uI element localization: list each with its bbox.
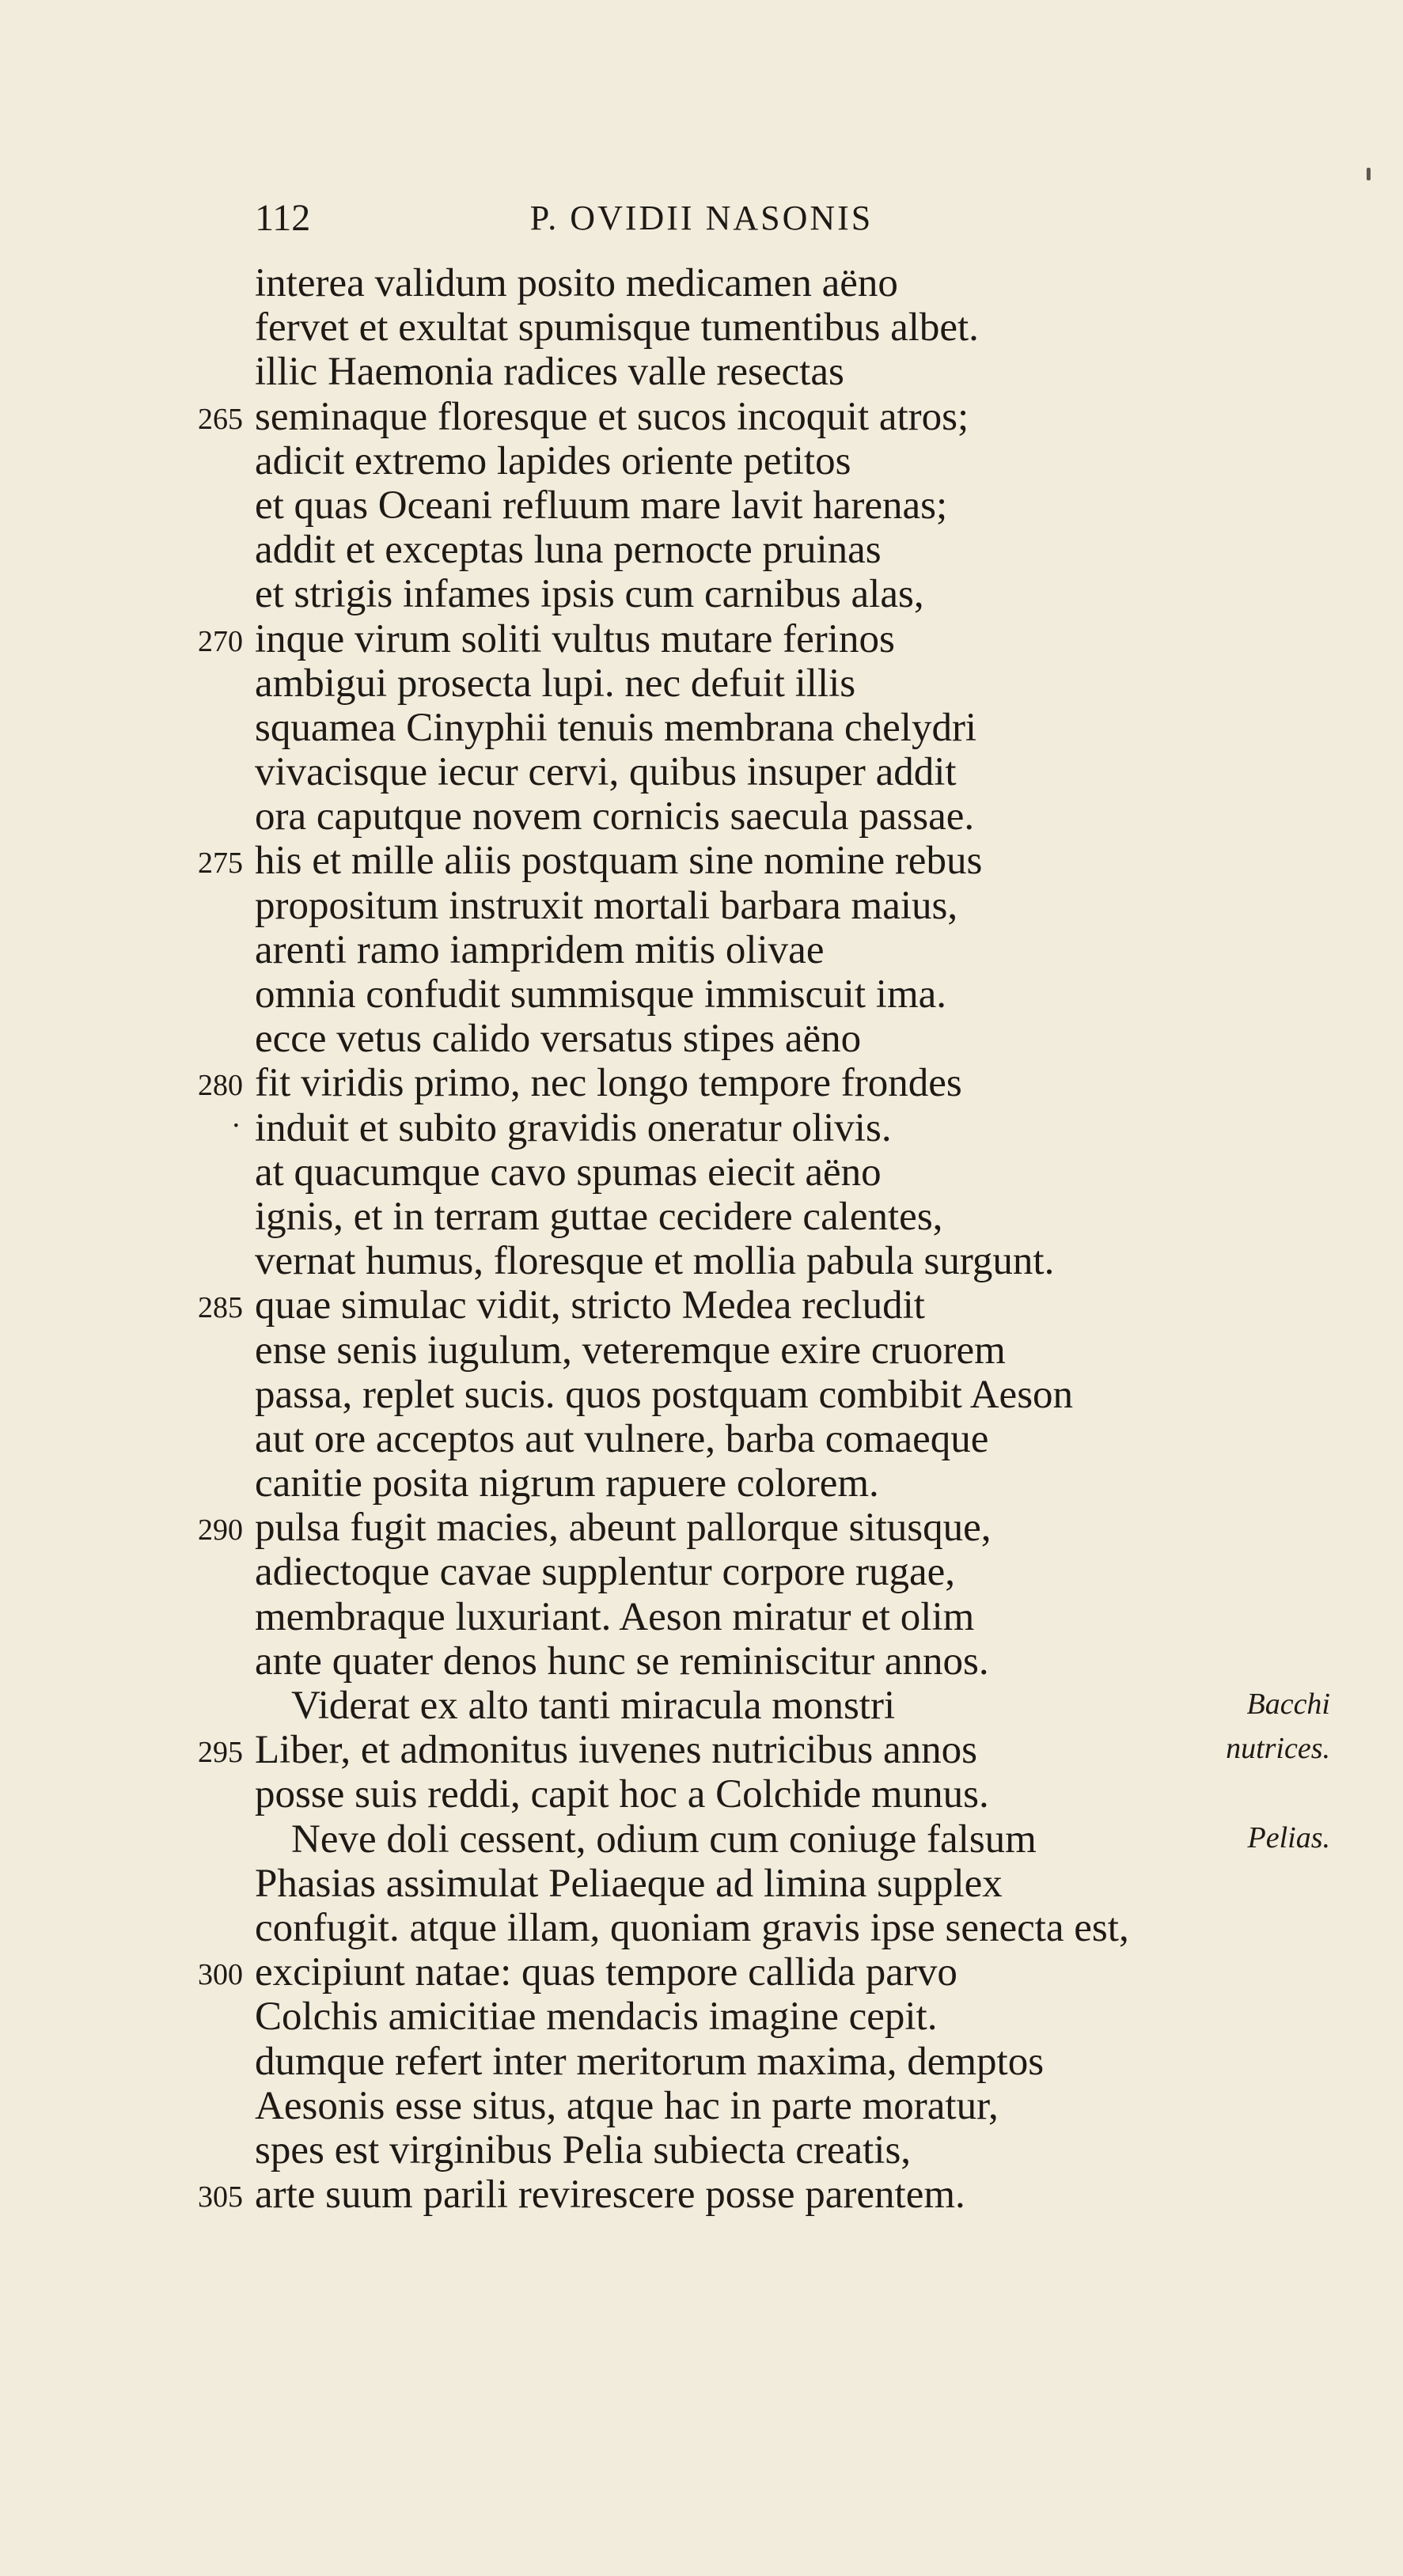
verse-text: ignis, et in terram guttae cecidere calentes, xyxy=(255,1194,943,1239)
verse-block xyxy=(0,261,1403,2217)
verse-text: et quas Oceani refluum mare lavit harenas; xyxy=(255,483,948,528)
verse-text: induit et subito gravidis oneratur olivis. xyxy=(255,1105,892,1150)
verse-line xyxy=(0,839,1403,883)
verse-line xyxy=(0,706,1403,750)
verse-line xyxy=(0,2084,1403,2128)
verse-line xyxy=(0,1728,1403,1772)
verse-line xyxy=(0,439,1403,483)
verse-text: pulsa fugit macies, abeunt pallorque situsque, xyxy=(255,1506,992,1551)
verse-text: omnia confudit summisque immiscuit ima. xyxy=(255,972,946,1017)
line-number: 290 xyxy=(198,1513,243,1547)
page-number: 112 xyxy=(255,197,311,239)
verse-line xyxy=(0,1283,1403,1328)
verse-text: illic Haemonia radices valle resectas xyxy=(255,350,844,395)
line-number: 280 xyxy=(198,1069,243,1103)
verse-text: propositum instruxit mortali barbara maius, xyxy=(255,883,958,928)
verse-text: vivacisque iecur cervi, quibus insuper addit xyxy=(255,750,957,795)
line-number: 300 xyxy=(198,1958,243,1992)
verse-text: Neve doli cessent, odium cum coniuge falsum xyxy=(291,1816,1037,1862)
verse-text: interea validum posito medicamen aëno xyxy=(255,261,898,305)
verse-line xyxy=(0,1417,1403,1461)
verse-text: quae simulac vidit, stricto Medea recludit xyxy=(255,1283,925,1328)
verse-line xyxy=(0,1639,1403,1684)
verse-text: spes est virginibus Pelia subiecta creatis, xyxy=(255,2127,912,2173)
verse-line xyxy=(0,1017,1403,1061)
verse-line xyxy=(0,350,1403,394)
verse-text: his et mille aliis postquam sine nomine rebus xyxy=(255,839,983,884)
marginal-note: Bacchi xyxy=(1246,1688,1330,1721)
verse-text: Aesonis esse situs, atque hac in parte moratur, xyxy=(255,2083,999,2128)
line-number: 270 xyxy=(198,624,243,658)
verse-text: adiectoque cavae supplentur corpore rugae, xyxy=(255,1550,955,1595)
verse-line xyxy=(0,1817,1403,1862)
marginal-note: nutrices. xyxy=(1226,1732,1330,1766)
verse-line xyxy=(0,305,1403,350)
verse-line xyxy=(0,884,1403,928)
verse-line xyxy=(0,661,1403,706)
verse-line xyxy=(0,1239,1403,1283)
verse-text: Phasias assimulat Peliaeque ad limina supplex xyxy=(255,1861,1003,1906)
verse-text: at quacumque cavo spumas eiecit aëno xyxy=(255,1150,882,1195)
verse-text: passa, replet sucis. quos postquam combibit Aeson xyxy=(255,1372,1074,1417)
line-number: 275 xyxy=(198,847,243,881)
verse-line xyxy=(0,1950,1403,1995)
verse-line xyxy=(0,1373,1403,1417)
running-title: P. OVIDII NASONIS xyxy=(529,199,874,237)
scan-speck xyxy=(1367,168,1371,180)
marginal-note: Pelias. xyxy=(1247,1820,1330,1854)
verse-text: fervet et exultat spumisque tumentibus albet. xyxy=(255,305,979,350)
verse-text: vernat humus, floresque et mollia pabula surgunt. xyxy=(255,1239,1055,1284)
verse-line xyxy=(0,1862,1403,1906)
verse-line xyxy=(0,1772,1403,1816)
verse-line xyxy=(0,2173,1403,2217)
verse-text: canitie posita nigrum rapuere colorem. xyxy=(255,1461,879,1506)
verse-line xyxy=(0,395,1403,439)
line-number: 285 xyxy=(198,1291,243,1325)
verse-text: posse suis reddi, capit hoc a Colchide munus. xyxy=(255,1772,989,1817)
verse-line xyxy=(0,794,1403,839)
verse-line xyxy=(0,1595,1403,1639)
verse-line xyxy=(0,2040,1403,2084)
verse-text: inque virum soliti vultus mutare ferinos xyxy=(255,616,895,661)
verse-text: seminaque floresque et sucos incoquit atros; xyxy=(255,394,969,439)
verse-text: excipiunt natae: quas tempore callida parvo xyxy=(255,1950,957,1995)
verse-text: arenti ramo iampridem mitis olivae xyxy=(255,927,825,972)
verse-line xyxy=(0,750,1403,794)
verse-text: confugit. atque illam, quoniam gravis ipse senecta est, xyxy=(255,1905,1129,1950)
verse-text: ambigui prosecta lupi. nec defuit illis xyxy=(255,661,856,706)
verse-line xyxy=(0,617,1403,661)
verse-text: ense senis iugulum, veteremque exire cruorem xyxy=(255,1328,1006,1373)
verse-line xyxy=(0,1906,1403,1950)
verse-line xyxy=(0,1106,1403,1150)
verse-text: Liber, et admonitus iuvenes nutricibus annos xyxy=(255,1728,977,1773)
verse-text: membraque luxuriant. Aeson miratur et olim xyxy=(255,1594,975,1639)
verse-line xyxy=(0,261,1403,305)
line-number: 305 xyxy=(198,2180,243,2214)
verse-line xyxy=(0,1461,1403,1506)
verse-line xyxy=(0,1995,1403,2039)
verse-line xyxy=(0,2128,1403,2173)
verse-text: arte suum parili revirescere posse parentem. xyxy=(255,2173,965,2218)
verse-line xyxy=(0,572,1403,616)
verse-line xyxy=(0,1150,1403,1195)
verse-text: dumque refert inter meritorum maxima, demptos xyxy=(255,2039,1045,2084)
verse-line xyxy=(0,1550,1403,1594)
verse-line xyxy=(0,483,1403,528)
verse-text: ora caputque novem cornicis saecula passae. xyxy=(255,794,975,839)
verse-line xyxy=(0,1684,1403,1728)
verse-text: addit et exceptas luna pernocte pruinas xyxy=(255,528,882,573)
verse-text: Colchis amicitiae mendacis imagine cepit. xyxy=(255,1995,938,2040)
verse-text: Viderat ex alto tanti miracula monstri xyxy=(291,1684,896,1728)
verse-text: aut ore acceptos aut vulnere, barba comaeque xyxy=(255,1416,989,1461)
line-number: 265 xyxy=(198,402,243,436)
verse-line xyxy=(0,1506,1403,1550)
verse-text: ante quater denos hunc se reminiscitur annos. xyxy=(255,1638,989,1684)
verse-text: et strigis infames ipsis cum carnibus alas, xyxy=(255,572,924,617)
verse-line xyxy=(0,1061,1403,1105)
verse-text: adicit extremo lapides oriente petitos xyxy=(255,438,851,483)
verse-line xyxy=(0,1328,1403,1373)
verse-text: fit viridis primo, nec longo tempore frondes xyxy=(255,1061,962,1106)
verse-line xyxy=(0,928,1403,972)
line-number: 295 xyxy=(198,1736,243,1770)
verse-line xyxy=(0,528,1403,572)
verse-line xyxy=(0,1195,1403,1239)
margin-dot: · xyxy=(231,1108,241,1142)
verse-line xyxy=(0,972,1403,1017)
verse-text: ecce vetus calido versatus stipes aëno xyxy=(255,1017,862,1062)
verse-text: squamea Cinyphii tenuis membrana chelydri xyxy=(255,705,977,750)
